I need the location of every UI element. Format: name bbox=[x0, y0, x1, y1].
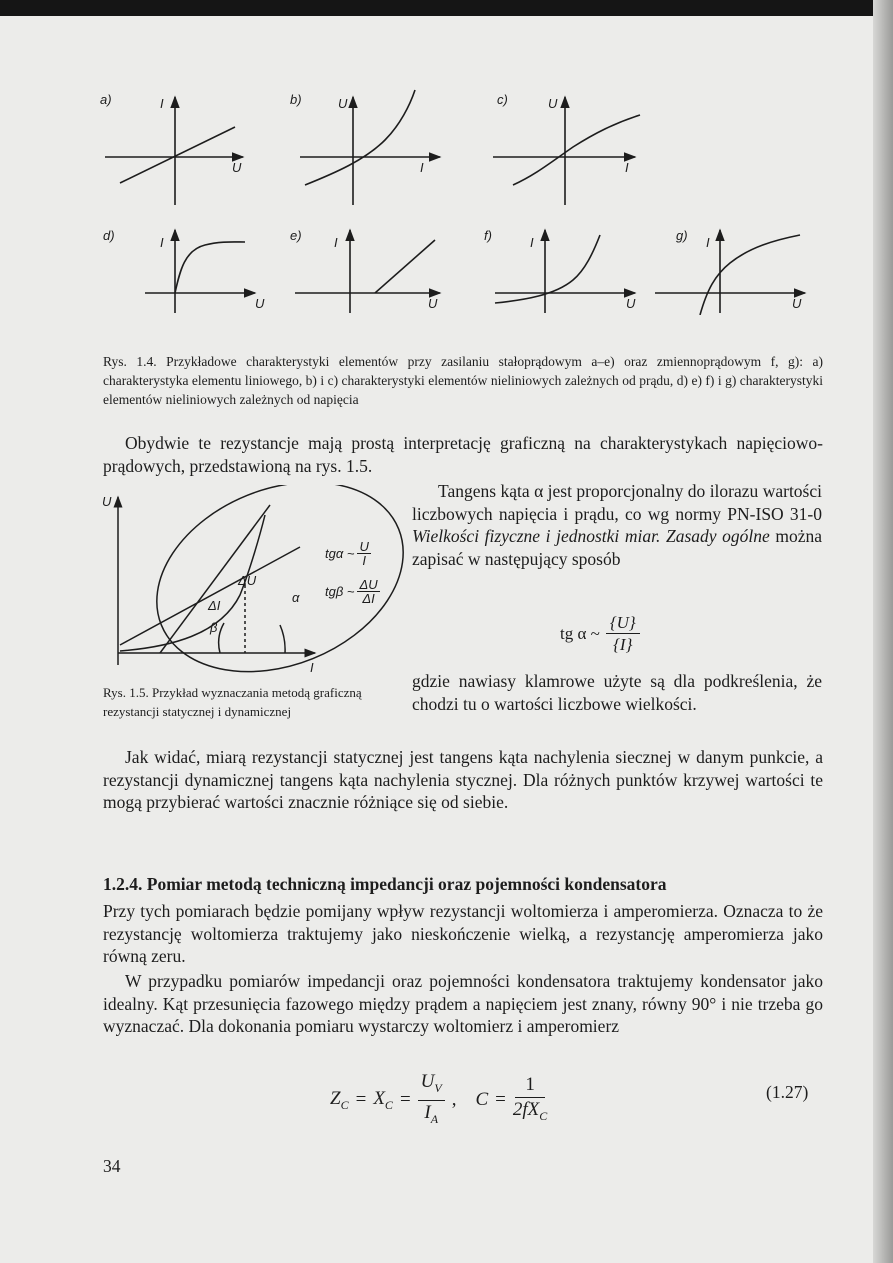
norm-title: Wielkości fizyczne i jednostki miar. Zasady ogólne bbox=[412, 526, 770, 546]
eq-num2: 1 bbox=[515, 1073, 545, 1098]
curve-a bbox=[120, 127, 235, 183]
static-dynamic-paragraph: Jak widać, miarą rezystancji statycznej jest tangens kąta nachylenia siecznej w danym punkcie, a rezystancji dynamicznej tangens kąta nachylenia stycznej. Dla różnych punktów krzywej wartości te mogą przybierać wartości znacznie różniące się od siebie. bbox=[103, 747, 823, 812]
eq-den2-sub: C bbox=[539, 1108, 548, 1123]
figure-1-5-caption: Rys. 1.5. Przykład wyznaczania metodą graficzną rezystancji statycznej i dynamicznej bbox=[103, 685, 362, 719]
fig15-x-label: I bbox=[310, 660, 314, 675]
eq-den1: I bbox=[424, 1101, 431, 1123]
eq-equals-2: = bbox=[399, 1089, 411, 1111]
panel-e-label: e) bbox=[290, 228, 302, 243]
braces-explanation: gdzie nawiasy klamrowe użyte są dla podkreślenia, że chodzi tu o wartości liczbowe wielkości. bbox=[412, 671, 822, 714]
eq-den2: 2fX bbox=[512, 1098, 540, 1120]
panel-b-y-label: U bbox=[338, 96, 348, 111]
tg-alpha-num: U bbox=[359, 539, 369, 554]
panel-g-x-label: U bbox=[792, 296, 802, 311]
figure-1-4-plots bbox=[95, 85, 855, 315]
measurement-paragraph: Przy tych pomiarach będzie pomijany wpływ rezystancji woltomierza i amperomierza. Oznacza to że rezystancję woltomierza traktujemy jako nieskończenie wielką, a rezystancję amperomierza jako równą zeru. bbox=[103, 901, 823, 966]
tg-alpha-ratio-formula bbox=[560, 612, 640, 655]
panel-f-label: f) bbox=[484, 228, 492, 243]
tg-alpha-formula bbox=[325, 540, 371, 567]
panel-g-y-label: I bbox=[706, 235, 710, 250]
right-column-text-1: Tangens kąta α jest proporcjonalny do ilorazu wartości liczbowych napięcia i prądu, co wg normy PN-ISO 31-0 bbox=[412, 481, 822, 524]
right-column-text-2: można zapisać w następujący sposób bbox=[412, 526, 822, 569]
eq-zc-sub: C bbox=[340, 1097, 349, 1112]
panel-e-y-label: I bbox=[334, 235, 338, 250]
capacitor-paragraph: W przypadku pomiarów impedancji oraz pojemności kondensatora traktujemy kondensator jako idealny. Kąt przesunięcia fazowego między prądem a napięciem jest znany, równy 90° i nie trzeba go wyznaczać. Dla dokonania pomiaru wystarczy woltomierz i amperomierz bbox=[103, 971, 823, 1036]
intro-paragraph: Obydwie te rezystancje mają prostą interpretację graficzną na charakterystykach napięciowo-prądowych, przedstawioną na rys. 1.5. bbox=[103, 433, 823, 476]
beta-label: β bbox=[210, 620, 218, 635]
eq-num1: U bbox=[420, 1071, 435, 1092]
panel-c-label: c) bbox=[497, 92, 508, 107]
panel-a-y-label: I bbox=[160, 96, 164, 111]
delta-i-label: ΔI bbox=[208, 598, 221, 613]
eq-xc-sub: C bbox=[384, 1097, 393, 1112]
panel-a-x-label: U bbox=[232, 160, 242, 175]
alpha-arc bbox=[280, 625, 285, 653]
scan-right-edge bbox=[873, 0, 893, 1263]
eq-equals-1: = bbox=[355, 1089, 367, 1111]
panel-b-x-label: I bbox=[420, 160, 424, 175]
panel-a-label: a) bbox=[100, 92, 112, 107]
fig15-y-label: U bbox=[102, 494, 112, 509]
ratio-denominator: {I} bbox=[613, 635, 633, 654]
panel-d-x-label: U bbox=[255, 296, 265, 311]
panel-b-label: b) bbox=[290, 92, 302, 107]
eq-num1-sub: V bbox=[434, 1080, 442, 1095]
panel-d-label: d) bbox=[103, 228, 115, 243]
page-number: 34 bbox=[103, 1156, 121, 1176]
tg-beta-num: ΔU bbox=[359, 577, 378, 592]
equation-1-27 bbox=[330, 1070, 547, 1131]
tg-beta-formula bbox=[325, 578, 380, 605]
panel-e-x-label: U bbox=[428, 296, 438, 311]
right-column-paragraph bbox=[412, 480, 822, 570]
alpha-label: α bbox=[292, 590, 300, 605]
curve-c bbox=[513, 115, 640, 185]
eq-xc: X bbox=[373, 1087, 385, 1109]
tg-alpha-den: I bbox=[362, 553, 366, 568]
scan-top-border bbox=[0, 0, 893, 16]
curve-g bbox=[700, 235, 800, 315]
curve-d bbox=[175, 242, 245, 293]
equation-number: (1.27) bbox=[766, 1082, 809, 1102]
panel-f-x-label: U bbox=[626, 296, 636, 311]
eq-den1-sub: A bbox=[430, 1111, 439, 1126]
panel-f-y-label: I bbox=[530, 235, 534, 250]
curve-b bbox=[305, 90, 415, 185]
panel-c-x-label: I bbox=[625, 160, 629, 175]
curve-e bbox=[375, 240, 435, 293]
panel-d-y-label: I bbox=[160, 235, 164, 250]
panel-c-y-label: U bbox=[548, 96, 558, 111]
eq-comma: , bbox=[451, 1089, 457, 1111]
tg-beta-text: tgβ ~ bbox=[325, 584, 355, 599]
tg-alpha-text: tgα ~ bbox=[325, 546, 355, 561]
section-heading: 1.2.4. Pomiar metodą techniczną impedancji oraz pojemności kondensatora bbox=[103, 874, 667, 894]
ratio-numerator: {U} bbox=[606, 612, 640, 634]
figure-1-4-caption: Rys. 1.4. Przykładowe charakterystyki elementów przy zasilaniu stałoprądowym a–e) oraz zmiennoprądowym f, g): a) charakterystyka elementu liniowego, b) i c) charakterystyki elementów nieliniowych zależnych od prądu, d) e) f) i g) charakterystyki elementów nieliniowych zależnych od napięcia bbox=[103, 354, 823, 407]
delta-u-label: ΔU bbox=[238, 573, 257, 588]
eq-equals-3: = bbox=[495, 1089, 506, 1111]
tg-beta-den: ΔI bbox=[362, 591, 375, 606]
eq-c: C bbox=[475, 1089, 489, 1111]
beta-arc bbox=[219, 623, 224, 653]
eq-zc: Z bbox=[330, 1087, 341, 1109]
panel-g-label: g) bbox=[676, 228, 688, 243]
ratio-lhs: tg α ~ bbox=[560, 623, 600, 643]
